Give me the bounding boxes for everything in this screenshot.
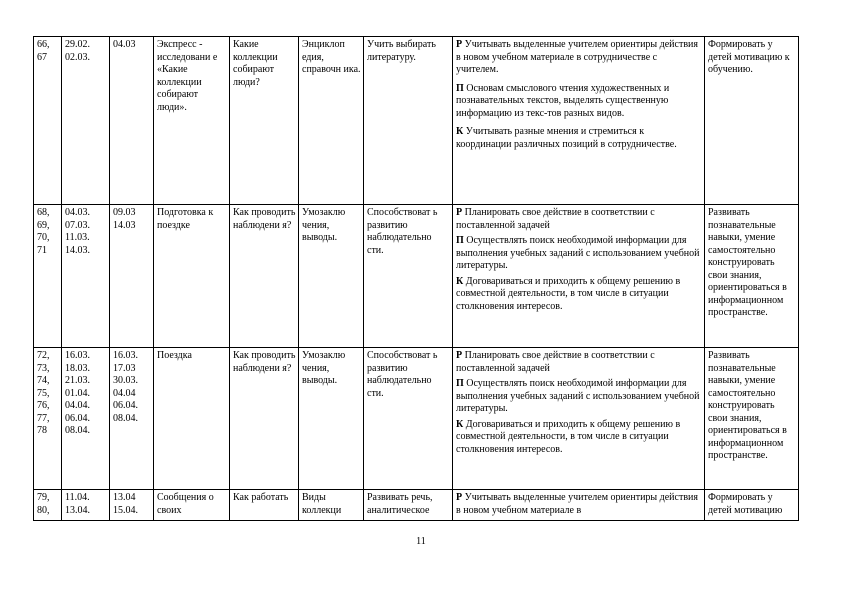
topic-cell: Подготовка к поездке bbox=[154, 205, 230, 348]
learning-action-text: Планировать свое действие в соответствии с поставленной задачей bbox=[456, 207, 655, 231]
learning-action-item bbox=[456, 126, 702, 151]
activity-cell: Способствоват ь развитию наблюдательно сти. bbox=[364, 205, 453, 348]
learning-action-text: Учитывать выделенные учителем ориентиры действия в новом учебном материале в bbox=[456, 492, 699, 516]
activity-cell: Учить выбирать литературу. bbox=[364, 37, 453, 205]
learning-actions-cell bbox=[453, 348, 705, 490]
concepts-cell: Умозаклю чения, выводы. bbox=[299, 205, 364, 348]
learning-action-letter: К bbox=[456, 275, 464, 287]
learning-action-item bbox=[456, 83, 702, 121]
learning-action-text: Осуществлять поиск необходимой информации для выполнения учебных заданий с использованием учебной литературы. bbox=[456, 378, 700, 414]
personal-results-cell: Формировать у детей мотивацию bbox=[705, 490, 799, 521]
learning-action-letter: Р bbox=[456, 350, 463, 361]
concepts-cell: Виды коллекци bbox=[299, 490, 364, 521]
learning-action-item bbox=[456, 492, 702, 517]
actual-date-cell: 09.03 14.03 bbox=[110, 205, 154, 348]
concepts-cell: Умозаклю чения, выводы. bbox=[299, 348, 364, 490]
lesson-number-cell: 66, 67 bbox=[34, 37, 62, 205]
learning-action-item bbox=[456, 276, 702, 314]
learning-action-letter: К bbox=[456, 418, 464, 430]
personal-results-cell: Развивать познавательные навыки, умение самостоятельно конструировать свои знания, ориентироваться в информационном пространстве. bbox=[705, 205, 799, 348]
lesson-number-cell: 72, 73, 74, 75, 76, 77, 78 bbox=[34, 348, 62, 490]
learning-action-letter: П bbox=[456, 235, 464, 246]
learning-action-item bbox=[456, 378, 702, 416]
plan-date-cell: 04.03. 07.03. 11.03. 14.03. bbox=[62, 205, 110, 348]
learning-action-text: Планировать свое действие в соответствии с поставленной задачей bbox=[456, 350, 655, 374]
topic-cell: Поездка bbox=[154, 348, 230, 490]
learning-action-letter: П bbox=[456, 378, 464, 389]
learning-action-text: Осуществлять поиск необходимой информации для выполнения учебных заданий с использованием учебной литературы. bbox=[456, 235, 700, 271]
learning-action-letter: Р bbox=[456, 39, 463, 50]
learning-action-item bbox=[456, 235, 702, 273]
personal-results-cell: Развивать познавательные навыки, умение самостоятельно конструировать свои знания, ориентироваться в информационном пространстве. bbox=[705, 348, 799, 490]
plan-date-cell: 29.02. 02.03. bbox=[62, 37, 110, 205]
problem-question-cell: Как проводить наблюдени я? bbox=[230, 348, 299, 490]
plan-date-cell: 11.04. 13.04. bbox=[62, 490, 110, 521]
actual-date-cell: 16.03. 17.03 30.03. 04.04 06.04. 08.04. bbox=[110, 348, 154, 490]
learning-action-text: Учитывать разные мнения и стремиться к координации различных позиций в сотрудничестве. bbox=[456, 126, 677, 150]
table-row bbox=[34, 37, 799, 205]
activity-cell: Развивать речь, аналитическое bbox=[364, 490, 453, 521]
learning-action-item bbox=[456, 39, 702, 77]
lesson-number-cell: 68, 69, 70, 71 bbox=[34, 205, 62, 348]
learning-action-letter: К bbox=[456, 126, 464, 137]
learning-action-text: Договариваться и приходить к общему решению в совместной деятельности, в том числе в ситуации столкновения интересов. bbox=[456, 275, 681, 312]
plan-date-cell: 16.03. 18.03. 21.03. 01.04. 04.04. 06.04. 08.04. bbox=[62, 348, 110, 490]
learning-action-letter: П bbox=[456, 82, 464, 94]
learning-actions-cell bbox=[453, 205, 705, 348]
learning-action-letter: Р bbox=[456, 207, 463, 218]
topic-cell: Сообщения о своих bbox=[154, 490, 230, 521]
problem-question-cell: Какие коллекции собирают люди? bbox=[230, 37, 299, 205]
actual-date-cell: 13.04 15.04. bbox=[110, 490, 154, 521]
learning-actions-cell bbox=[453, 490, 705, 521]
learning-action-text: Основам смыслового чтения художественных и познавательных текстов, выделять существенную информацию из текс-тов разных видов. bbox=[456, 82, 670, 119]
learning-action-letter: Р bbox=[456, 492, 463, 503]
learning-action-item bbox=[456, 207, 702, 232]
actual-date-cell: 04.03 bbox=[110, 37, 154, 205]
concepts-cell: Энциклоп едия, справочн ика. bbox=[299, 37, 364, 205]
problem-question-cell: Как проводить наблюдени я? bbox=[230, 205, 299, 348]
learning-action-text: Учитывать выделенные учителем ориентиры действия в новом учебном материале в сотрудничестве с учителем. bbox=[456, 39, 699, 75]
personal-results-cell: Формировать у детей мотивацию к обучению. bbox=[705, 37, 799, 205]
page-number: 11 bbox=[416, 536, 426, 547]
table-row bbox=[34, 490, 799, 521]
learning-actions-cell bbox=[453, 37, 705, 205]
learning-action-item bbox=[456, 419, 702, 457]
problem-question-cell: Как работать bbox=[230, 490, 299, 521]
topic-cell: Экспресс - исследовани е «Какие коллекции собирают люди». bbox=[154, 37, 230, 205]
lesson-plan-table bbox=[33, 36, 799, 521]
table-row bbox=[34, 205, 799, 348]
lesson-number-cell: 79, 80, bbox=[34, 490, 62, 521]
table-row bbox=[34, 348, 799, 490]
activity-cell: Способствоват ь развитию наблюдательно сти. bbox=[364, 348, 453, 490]
learning-action-text: Договариваться и приходить к общему решению в совместной деятельности, в том числе в ситуации столкновения интересов. bbox=[456, 418, 681, 455]
learning-action-item bbox=[456, 350, 702, 375]
